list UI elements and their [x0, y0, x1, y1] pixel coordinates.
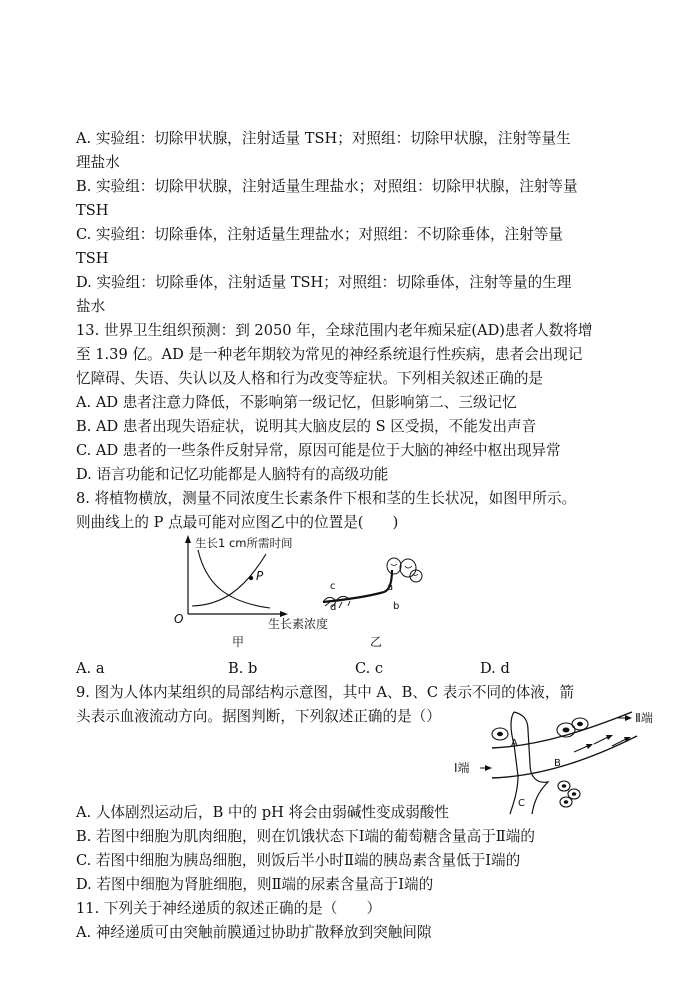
option-a-line1: A. 实验组：切除甲状腺，注射适量 TSH；对照组：切除甲状腺，注射等量生: [76, 130, 571, 147]
label-b: B: [554, 758, 561, 769]
option-a-line2: 理盐水: [76, 154, 120, 171]
q8-option-b: B. b: [228, 660, 258, 677]
plant-label-d: d: [330, 602, 337, 613]
question-9-line2: 头表示血液流动方向。据图判断，下列叙述正确的是（）: [76, 708, 441, 725]
q9-option-a: A. 人体剧烈运动后，B 中的 pH 将会由弱碱性变成弱酸性: [76, 804, 449, 821]
q8-option-d: D. d: [480, 660, 510, 677]
label-a: A: [511, 738, 518, 749]
q13-option-d: D. 语言功能和记忆功能都是人脑特有的高级功能: [76, 466, 389, 483]
question-13-line3: 忆障碍、失语、失认以及人格和行为改变等症状。下列相关叙述正确的是: [76, 370, 544, 387]
q9-option-d: D. 若图中细胞为肾脏细胞，则Ⅱ端的尿素含量高于Ⅰ端的: [76, 876, 434, 893]
option-d-line1: D. 实验组：切除垂体，注射适量 TSH；对照组：切除垂体，注射等量的生理: [76, 274, 572, 291]
q9-option-c: C. 若图中细胞为胰岛细胞，则饭后半小时Ⅱ端的胰岛素含量低于Ⅰ端的: [76, 852, 521, 869]
tissue-boundary-left: [510, 712, 518, 814]
figure-8: [170, 532, 440, 657]
question-13-line2: 至 1.39 亿。AD 是一种老年期较为常见的神经系统退行性疾病，患者会出现记: [76, 346, 583, 363]
option-d-line2: 盐水: [76, 298, 106, 315]
caption-jia: 甲: [232, 635, 245, 649]
label-c: C: [518, 798, 525, 809]
question-13-line1: 13. 世界卫生组织预测：到 2050 年，全球范围内老年痴呆症(AD)患者人数将增: [76, 322, 593, 339]
question-9-line1: 9. 图为人体内某组织的局部结构示意图，其中 A、B、C 表示不同的体液，箭: [76, 684, 575, 701]
origin-label: O: [174, 612, 184, 626]
curve-increasing: [192, 554, 266, 606]
end-1-label: Ⅰ端: [454, 761, 470, 775]
option-b-line2: TSH: [76, 202, 109, 219]
q13-option-a: A. AD 患者注意力降低，不影响第一级记忆，但影响第二、三级记忆: [76, 394, 517, 411]
question-8-line2: 则曲线上的 P 点最可能对应图乙中的位置是( ): [76, 514, 399, 531]
question-11: 11. 下列关于神经递质的叙述正确的是（ ）: [76, 900, 382, 917]
caption-yi: 乙: [370, 635, 383, 649]
point-p-label: P: [256, 569, 264, 583]
q11-option-a: A. 神经递质可由突触前膜通过协助扩散释放到突触间隙: [76, 924, 432, 941]
point-p-marker: [249, 576, 253, 580]
end-2-label: Ⅱ端: [635, 711, 653, 725]
plant-diagram: [323, 558, 422, 608]
figure-9: [452, 706, 667, 818]
q8-option-c: C. c: [355, 660, 384, 677]
q13-option-c: C. AD 患者的一些条件反射异常，原因可能是位于大脑的神经中枢出现异常: [76, 442, 561, 459]
plant-label-b: b: [393, 601, 400, 612]
option-c-line2: TSH: [76, 250, 109, 267]
y-axis-label: 生长1 cm所需时间: [195, 536, 293, 550]
q9-option-b: B. 若图中细胞为肌肉细胞，则在饥饿状态下Ⅰ端的葡萄糖含量高于Ⅱ端的: [76, 828, 535, 845]
plant-label-a: a: [387, 582, 394, 593]
x-axis-label: 生长素浓度: [268, 617, 329, 631]
q8-option-a: A. a: [76, 660, 105, 677]
q13-option-b: B. AD 患者出现失语症状，说明其大脑皮层的 S 区受损，不能发出声音: [76, 418, 537, 435]
plant-label-c: c: [330, 581, 336, 592]
option-b-line1: B. 实验组：切除甲状腺，注射适量生理盐水；对照组：切除甲状腺，注射等量: [76, 178, 578, 195]
option-c-line1: C. 实验组：切除垂体，注射适量生理盐水；对照组：不切除垂体，注射等量: [76, 226, 563, 243]
question-8-line1: 8. 将植物横放，测量不同浓度生长素条件下根和茎的生长状况，如图甲所示。: [76, 490, 577, 507]
